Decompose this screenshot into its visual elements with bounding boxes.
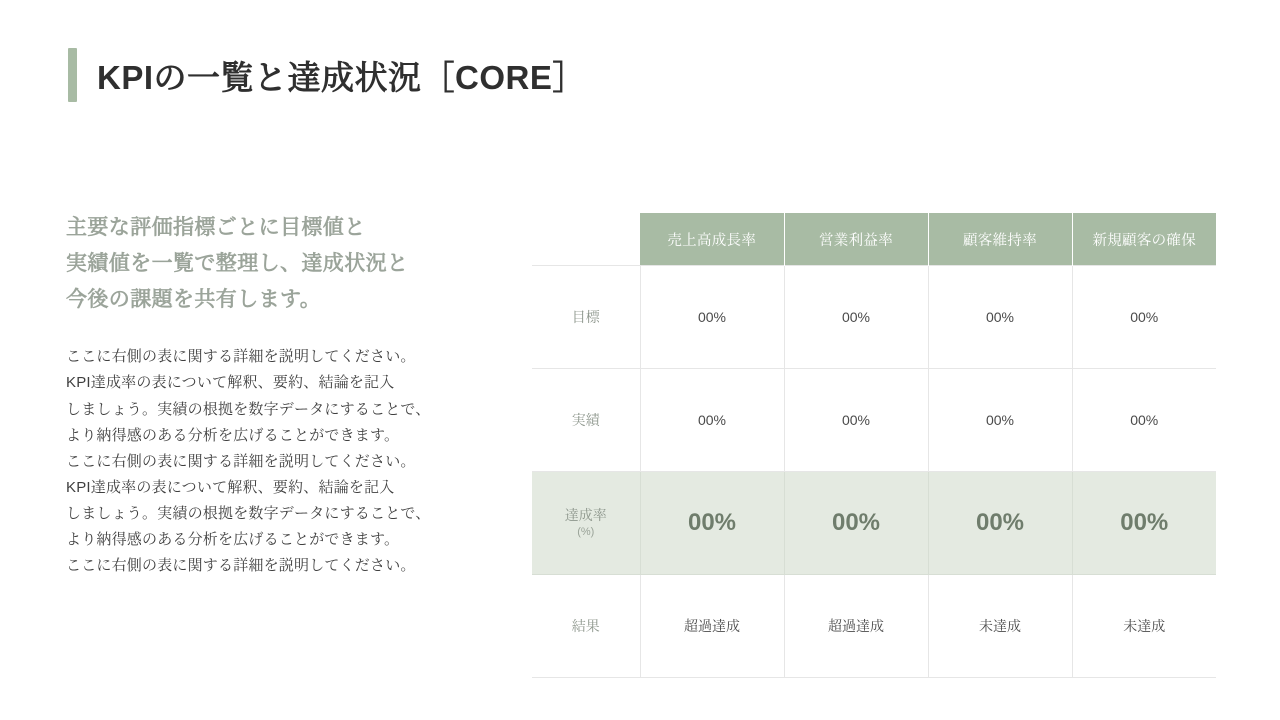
table-row-highlight [532, 472, 1216, 575]
table-row [532, 266, 1216, 369]
lead-line: 主要な評価指標ごとに目標値と [66, 216, 366, 239]
row-label: 結果 [532, 575, 640, 678]
body-line: KPI達成率の表について解釈、要約、結論を記入 [66, 374, 395, 392]
column-header: 新規顧客の確保 [1072, 213, 1216, 266]
body-line: より納得感のある分析を広げることができます。 [66, 530, 400, 548]
table-cell: 00% [784, 472, 928, 575]
table-cell: 00% [928, 472, 1072, 575]
row-label: 実績 [532, 369, 640, 472]
table-cell: 00% [784, 266, 928, 369]
row-label: 目標 [532, 266, 640, 369]
table-cell: 00% [928, 266, 1072, 369]
body-line: ここに右側の表に関する詳細を説明してください。 [66, 557, 416, 575]
body-line: KPI達成率の表について解釈、要約、結論を記入 [66, 478, 395, 496]
left-column [66, 210, 506, 579]
kpi-table-container [532, 213, 1216, 678]
table-cell: 00% [1072, 472, 1216, 575]
table-cell: 未達成 [1072, 575, 1216, 678]
table-row [532, 575, 1216, 678]
body-line: しましょう。実績の根拠を数字データにすることで、 [66, 400, 431, 418]
table-cell: 00% [640, 369, 784, 472]
slide-title [68, 48, 586, 102]
table-cell: 00% [784, 369, 928, 472]
body-line: より納得感のある分析を広げることができます。 [66, 426, 400, 444]
table-cell: 00% [640, 472, 784, 575]
body-line: ここに右側の表に関する詳細を説明してください。 [66, 452, 416, 470]
table-row [532, 369, 1216, 472]
title-accent-bar [68, 48, 77, 102]
lead-line: 今後の課題を共有します。 [66, 288, 322, 312]
row-label [532, 472, 640, 575]
page-title: KPIの一覧と達成状況［CORE］ [97, 58, 586, 96]
table-cell: 未達成 [928, 575, 1072, 678]
table-cell: 超過達成 [784, 575, 928, 678]
table-cell: 00% [640, 266, 784, 369]
table-corner-cell [532, 213, 640, 266]
table-cell: 00% [1072, 369, 1216, 472]
row-label-text: 達成率 [564, 507, 607, 524]
lead-paragraph [66, 210, 506, 318]
table-cell: 00% [1072, 266, 1216, 369]
column-header: 売上高成長率 [640, 213, 784, 266]
column-header: 顧客維持率 [928, 213, 1072, 266]
body-line: ここに右側の表に関する詳細を説明してください。 [66, 348, 416, 366]
lead-line: 実績値を一覧で整理し、達成状況と [66, 252, 409, 276]
kpi-table [532, 213, 1216, 678]
table-header-row [532, 213, 1216, 266]
table-cell: 超過達成 [640, 575, 784, 678]
row-label-unit: (%) [577, 526, 595, 539]
body-paragraph [66, 344, 506, 579]
body-line: しましょう。実績の根拠を数字データにすることで、 [66, 504, 431, 522]
table-cell: 00% [928, 369, 1072, 472]
column-header: 営業利益率 [784, 213, 928, 266]
